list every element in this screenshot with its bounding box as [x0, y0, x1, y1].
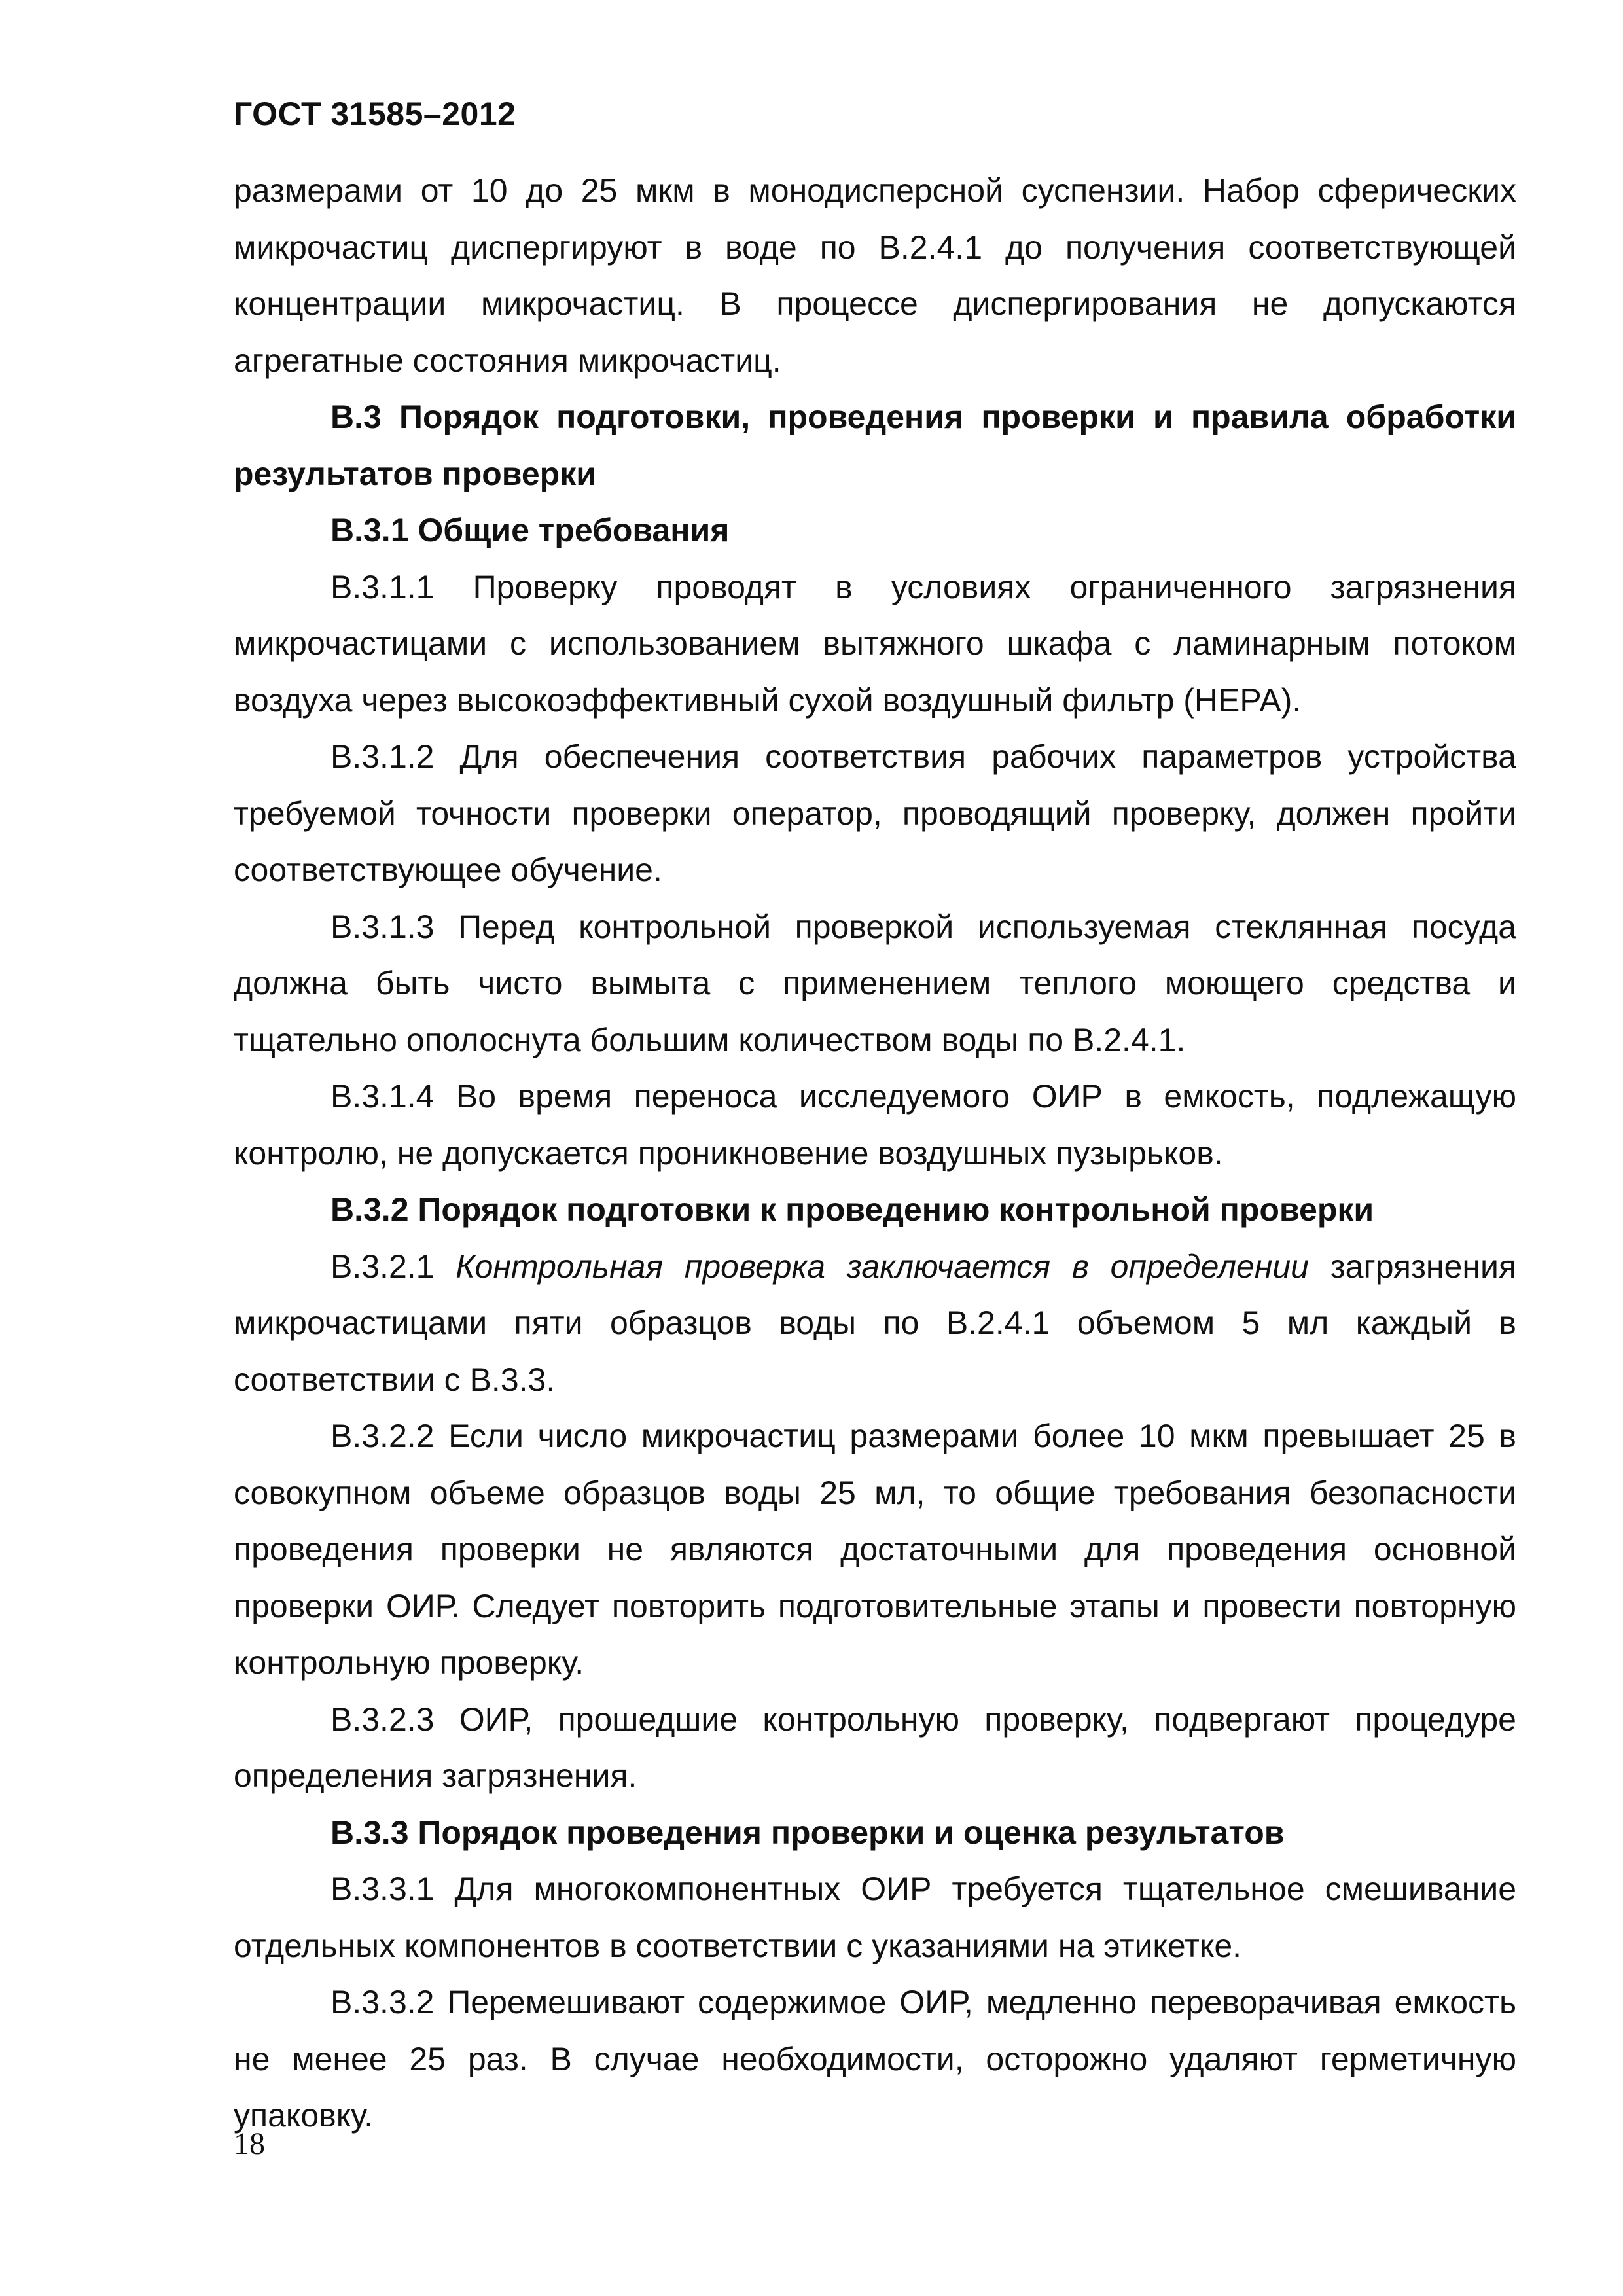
paragraph-b313: В.3.1.3 Перед контрольной проверкой используемая стеклянная посуда должна быть чисто вымыта с применением теплого моющего средства и тщательно ополоснута большим количеством воды по В.2.4.1. [234, 908, 1516, 1058]
paragraph-b323: В.3.2.3 ОИР, прошедшие контрольную проверку, подвергают процедуре определения загрязнения. [234, 1700, 1516, 1794]
section-heading-b33: В.3.3 Порядок проведения проверки и оценка результатов [330, 1814, 1285, 1851]
paragraph-b332: В.3.3.2 Перемешивают содержимое ОИР, медленно переворачивая емкость не менее 25 раз. В случае необходимости, осторожно удаляют герметичную упаковку. [234, 1984, 1516, 2134]
document-body [234, 162, 1516, 2144]
page-number: 18 [234, 2126, 265, 2161]
paragraph-b312: В.3.1.2 Для обеспечения соответствия рабочих параметров устройства требуемой точности проверки оператор, проводящий проверку, должен пройти соответствующее обучение. [234, 738, 1516, 888]
section-heading-b31: В.3.1 Общие требования [330, 512, 730, 548]
document-header: ГОСТ 31585–2012 [234, 96, 516, 132]
paragraph-b321 [234, 1238, 1516, 1408]
paragraph-b322: В.3.2.2 Если число микрочастиц размерами более 10 мкм превышает 25 в совокупном объеме образцов воды 25 мл, то общие требования безопасности проведения проверки не являются достаточными для проведения основной проверки ОИР. Следует повторить подготовительные этапы и провести повторную контрольную проверку. [234, 1418, 1516, 1681]
paragraph-b311: В.3.1.1 Проверку проводят в условиях ограниченного загрязнения микрочастицами с использованием вытяжного шкафа с ламинарным потоком воздуха через высокоэффективный сухой воздушный фильтр (НЕРА). [234, 568, 1516, 719]
paragraph-continuation: размерами от 10 до 25 мкм в монодисперсной суспензии. Набор сферических микрочастиц диспергируют в воде по В.2.4.1 до получения соответствующей концентрации микрочастиц. В процессе диспергирования не допускаются агрегатные состояния микрочастиц. [234, 172, 1516, 379]
section-heading-b32: В.3.2 Порядок подготовки к проведению контрольной проверки [330, 1191, 1374, 1228]
paragraph-b331: В.3.3.1 Для многокомпонентных ОИР требуется тщательное смешивание отдельных компонентов в соответствии с указаниями на этикетке. [234, 1871, 1516, 1964]
paragraph-b314: В.3.1.4 Во время переноса исследуемого ОИР в емкость, подлежащую контролю, не допускается проникновение воздушных пузырьков. [234, 1078, 1516, 1172]
paragraph-b321-number: В.3.2.1 [330, 1247, 435, 1285]
paragraph-b321-italic: Контрольная проверка заключается в определении [455, 1247, 1309, 1285]
section-heading-b3: В.3 Порядок подготовки, проведения проверки и правила обработки результатов проверки [234, 399, 1516, 492]
paragraph-b321-rest: загрязнения микрочастицами пяти образцов воды по В.2.4.1 объемом 5 мл каждый в соответствии с В.3.3. [234, 1247, 1516, 1398]
